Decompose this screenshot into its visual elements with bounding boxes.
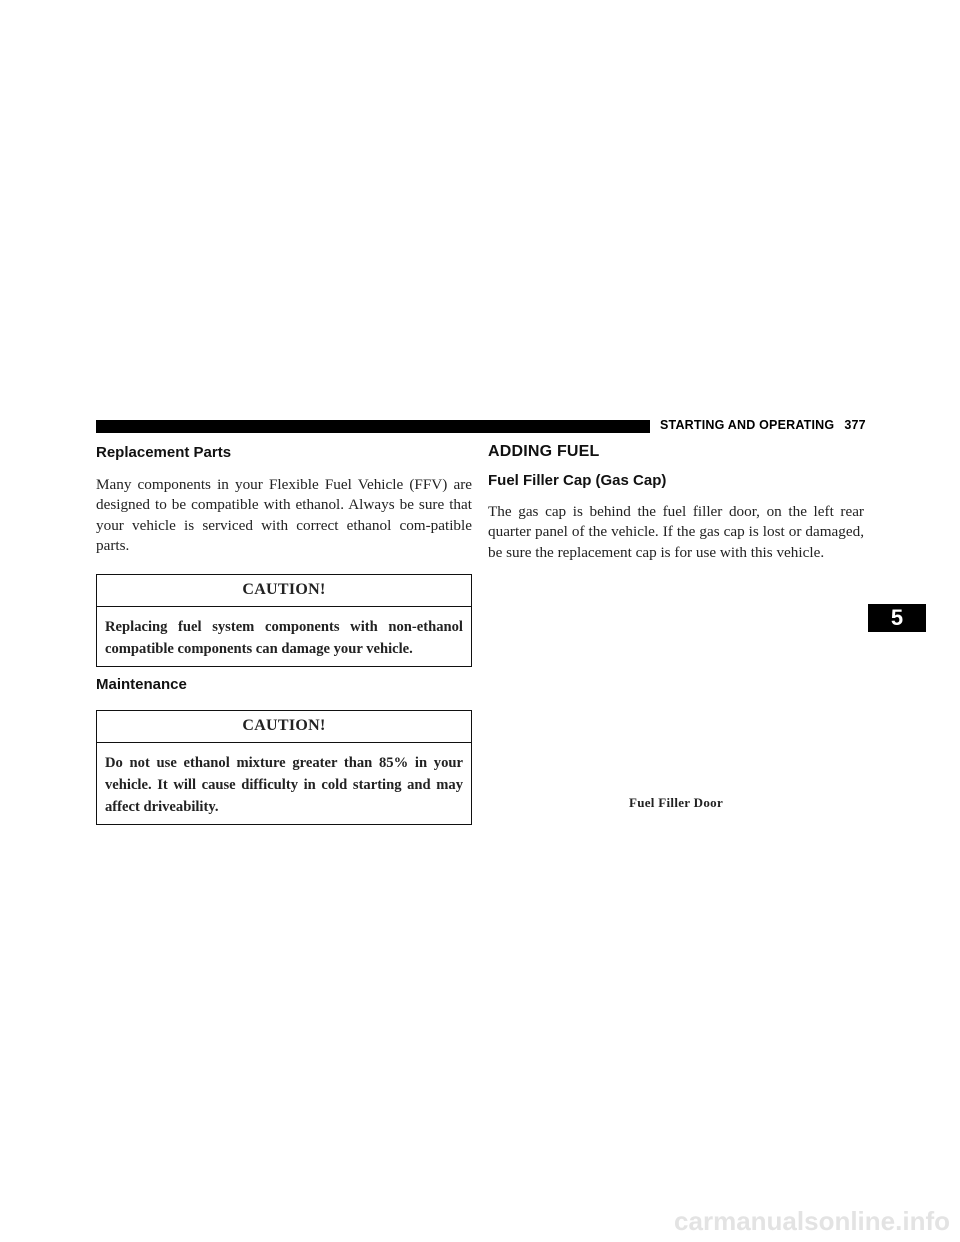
replacement-parts-body: Many components in your Flexible Fuel Vehicle (FFV) are designed to be compatible with ethanol. Always be sure that your vehicle is serviced with correct ethanol com-patible parts. <box>96 476 472 554</box>
caution-text: Do not use ethanol mixture greater than 85% in your vehicle. It will cause difficulty in cold starting and may affect driveability. <box>105 755 463 816</box>
running-header <box>660 418 866 432</box>
chapter-tab: 5 <box>868 604 926 632</box>
left-column <box>96 440 472 825</box>
right-column <box>488 440 864 563</box>
replacement-parts-heading: Replacement Parts <box>96 444 232 461</box>
fuel-filler-cap-heading: Fuel Filler Cap (Gas Cap) <box>488 472 667 489</box>
maintenance-heading: Maintenance <box>96 676 187 694</box>
caution-title: CAUTION! <box>97 711 471 743</box>
caution-box-fuel-components <box>96 574 472 667</box>
figure-caption: Fuel Filler Door <box>628 795 724 810</box>
caution-text: Replacing fuel system components with non-ethanol compatible components can damage your vehicle. <box>105 619 463 658</box>
section-title: STARTING AND OPERATING <box>660 418 835 432</box>
header-bar <box>96 420 650 433</box>
caution-box-ethanol-mixture <box>96 710 472 825</box>
page-number: 377 <box>844 418 866 432</box>
watermark: carmanualsonline.info <box>674 1206 950 1236</box>
adding-fuel-heading: ADDING FUEL <box>488 443 600 460</box>
fuel-filler-cap-body: The gas cap is behind the fuel filler door, on the left rear quarter panel of the vehicle. If the gas cap is lost or damaged, be sure the replacement cap is for use with this vehicle. <box>488 503 864 561</box>
caution-title: CAUTION! <box>97 575 471 607</box>
